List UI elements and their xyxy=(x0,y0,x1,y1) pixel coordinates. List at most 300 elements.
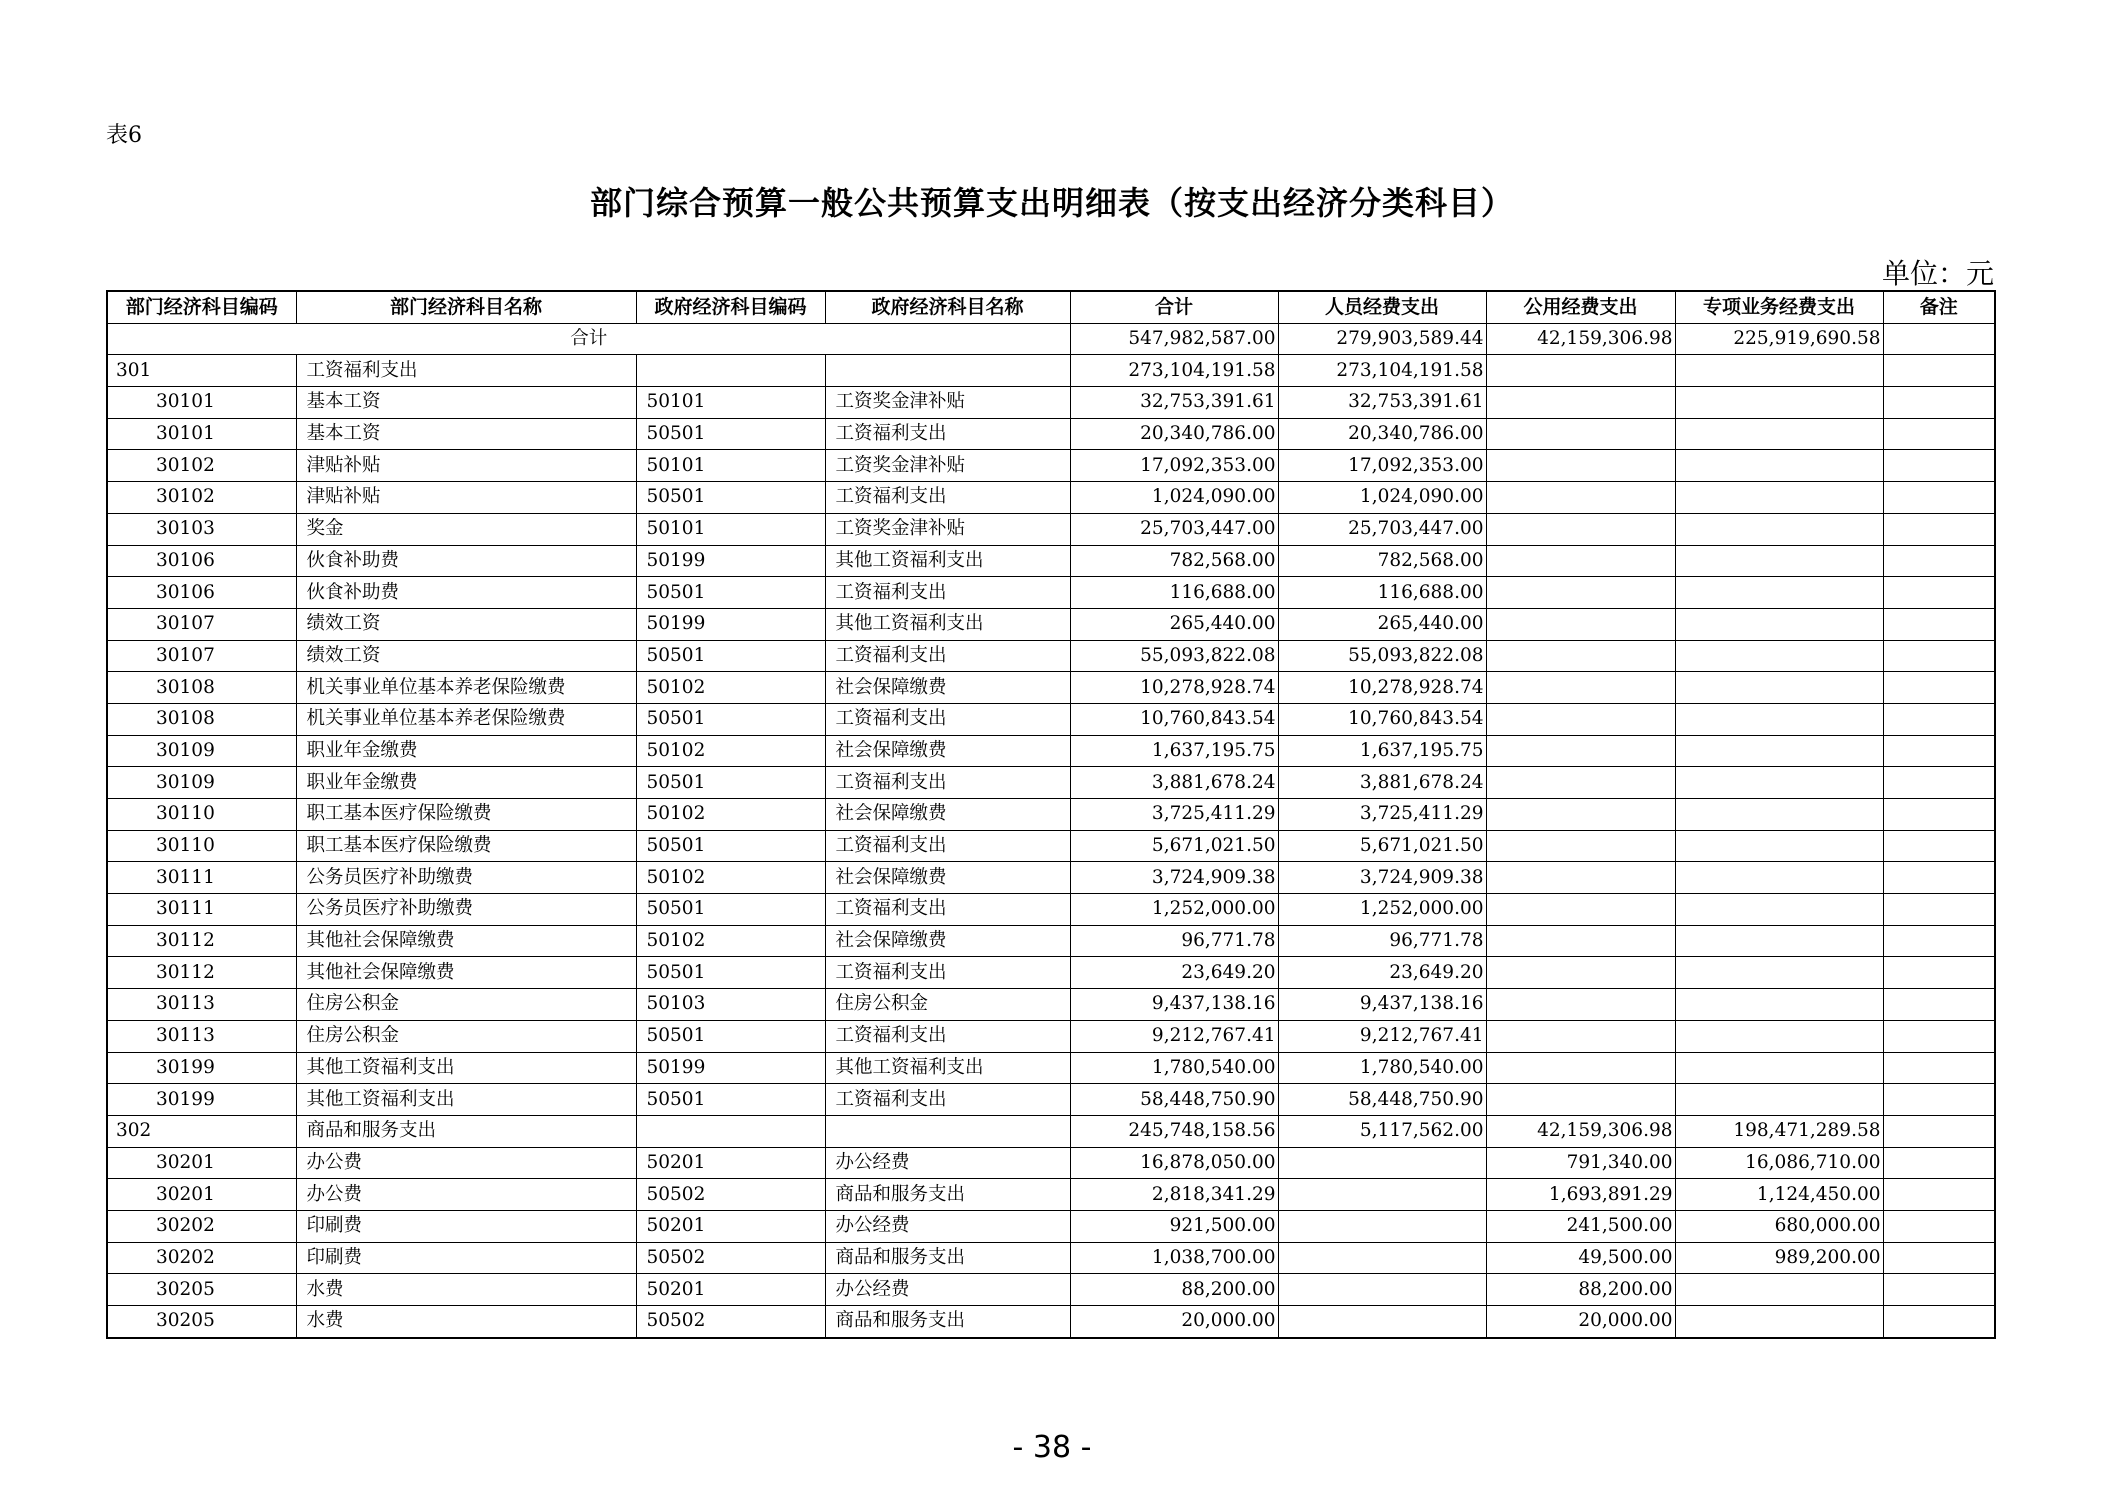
table-row xyxy=(107,1210,1995,1242)
cell-sum: 16,878,050.00 xyxy=(1070,1147,1278,1179)
cell-dept-name: 职业年金缴费 xyxy=(296,735,636,767)
cell-public xyxy=(1486,608,1675,640)
cell-dept-code: 30199 xyxy=(107,1052,296,1084)
cell-gov-name: 办公经费 xyxy=(825,1147,1070,1179)
total-special: 225,919,690.58 xyxy=(1675,323,1883,355)
table-row xyxy=(107,450,1995,482)
cell-public xyxy=(1486,387,1675,419)
total-row xyxy=(107,323,1995,355)
cell-personnel: 20,340,786.00 xyxy=(1278,418,1486,450)
cell-gov-name: 工资福利支出 xyxy=(825,1020,1070,1052)
table-row xyxy=(107,1242,1995,1274)
cell-special xyxy=(1675,1084,1883,1116)
cell-gov-code: 50101 xyxy=(636,450,825,482)
cell-dept-name: 绩效工资 xyxy=(296,640,636,672)
cell-public xyxy=(1486,672,1675,704)
cell-note xyxy=(1883,672,1995,704)
cell-dept-code: 30201 xyxy=(107,1179,296,1211)
cell-public xyxy=(1486,1052,1675,1084)
total-personnel: 279,903,589.44 xyxy=(1278,323,1486,355)
cell-dept-code: 30202 xyxy=(107,1242,296,1274)
cell-personnel xyxy=(1278,1274,1486,1306)
cell-sum: 3,725,411.29 xyxy=(1070,799,1278,831)
cell-sum: 116,688.00 xyxy=(1070,577,1278,609)
table-row xyxy=(107,608,1995,640)
table-row xyxy=(107,1147,1995,1179)
cell-dept-name: 绩效工资 xyxy=(296,608,636,640)
cell-note xyxy=(1883,957,1995,989)
page-number: - 38 - xyxy=(1012,1430,1092,1465)
table-row xyxy=(107,1179,1995,1211)
cell-dept-name: 住房公积金 xyxy=(296,989,636,1021)
cell-note xyxy=(1883,989,1995,1021)
cell-public xyxy=(1486,450,1675,482)
table-row xyxy=(107,894,1995,926)
cell-note xyxy=(1883,1115,1995,1147)
cell-gov-code: 50101 xyxy=(636,513,825,545)
cell-note xyxy=(1883,1179,1995,1211)
cell-note xyxy=(1883,799,1995,831)
cell-dept-code: 30101 xyxy=(107,418,296,450)
cell-gov-code: 50501 xyxy=(636,482,825,514)
cell-note xyxy=(1883,355,1995,387)
table-row xyxy=(107,925,1995,957)
table-row xyxy=(107,957,1995,989)
table-row xyxy=(107,735,1995,767)
cell-gov-name: 其他工资福利支出 xyxy=(825,1052,1070,1084)
cell-dept-name: 奖金 xyxy=(296,513,636,545)
cell-dept-name: 基本工资 xyxy=(296,418,636,450)
cell-note xyxy=(1883,703,1995,735)
cell-public: 241,500.00 xyxy=(1486,1210,1675,1242)
table-row xyxy=(107,1020,1995,1052)
cell-personnel: 9,437,138.16 xyxy=(1278,989,1486,1021)
cell-special xyxy=(1675,1306,1883,1338)
cell-dept-code: 30102 xyxy=(107,450,296,482)
cell-gov-code: 50501 xyxy=(636,1084,825,1116)
cell-special xyxy=(1675,1052,1883,1084)
cell-gov-name: 社会保障缴费 xyxy=(825,672,1070,704)
cell-sum: 1,038,700.00 xyxy=(1070,1242,1278,1274)
header-gov-code: 政府经济科目编码 xyxy=(636,291,825,323)
cell-special xyxy=(1675,703,1883,735)
cell-gov-code: 50102 xyxy=(636,862,825,894)
cell-sum: 17,092,353.00 xyxy=(1070,450,1278,482)
cell-personnel: 17,092,353.00 xyxy=(1278,450,1486,482)
cell-gov-name: 商品和服务支出 xyxy=(825,1179,1070,1211)
cell-note xyxy=(1883,577,1995,609)
cell-public xyxy=(1486,355,1675,387)
cell-personnel: 3,881,678.24 xyxy=(1278,767,1486,799)
cell-sum: 1,780,540.00 xyxy=(1070,1052,1278,1084)
table-row xyxy=(107,799,1995,831)
cell-note xyxy=(1883,1084,1995,1116)
cell-special: 16,086,710.00 xyxy=(1675,1147,1883,1179)
cell-special xyxy=(1675,608,1883,640)
cell-note xyxy=(1883,1242,1995,1274)
cell-sum: 32,753,391.61 xyxy=(1070,387,1278,419)
cell-personnel: 1,780,540.00 xyxy=(1278,1052,1486,1084)
cell-public xyxy=(1486,894,1675,926)
cell-special: 989,200.00 xyxy=(1675,1242,1883,1274)
cell-gov-name: 工资福利支出 xyxy=(825,1084,1070,1116)
cell-note xyxy=(1883,767,1995,799)
cell-special xyxy=(1675,418,1883,450)
cell-gov-code: 50501 xyxy=(636,767,825,799)
cell-dept-name: 伙食补助费 xyxy=(296,577,636,609)
cell-gov-code xyxy=(636,1115,825,1147)
cell-public xyxy=(1486,735,1675,767)
header-sum: 合计 xyxy=(1070,291,1278,323)
cell-personnel: 3,725,411.29 xyxy=(1278,799,1486,831)
cell-personnel: 1,024,090.00 xyxy=(1278,482,1486,514)
cell-gov-name xyxy=(825,355,1070,387)
cell-dept-code: 302 xyxy=(107,1115,296,1147)
cell-dept-name: 工资福利支出 xyxy=(296,355,636,387)
header-public: 公用经费支出 xyxy=(1486,291,1675,323)
cell-special xyxy=(1675,387,1883,419)
cell-public: 20,000.00 xyxy=(1486,1306,1675,1338)
cell-special xyxy=(1675,925,1883,957)
cell-note xyxy=(1883,1210,1995,1242)
cell-dept-name: 机关事业单位基本养老保险缴费 xyxy=(296,703,636,735)
cell-special xyxy=(1675,355,1883,387)
table-row xyxy=(107,1306,1995,1338)
cell-gov-code: 50102 xyxy=(636,925,825,957)
cell-note xyxy=(1883,1274,1995,1306)
cell-personnel: 5,117,562.00 xyxy=(1278,1115,1486,1147)
cell-public: 49,500.00 xyxy=(1486,1242,1675,1274)
cell-special xyxy=(1675,830,1883,862)
cell-dept-name: 公务员医疗补助缴费 xyxy=(296,862,636,894)
cell-public xyxy=(1486,767,1675,799)
cell-gov-code: 50199 xyxy=(636,608,825,640)
category-row xyxy=(107,1115,1995,1147)
cell-personnel: 10,760,843.54 xyxy=(1278,703,1486,735)
cell-dept-code: 30111 xyxy=(107,862,296,894)
cell-gov-code: 50501 xyxy=(636,894,825,926)
cell-gov-code: 50103 xyxy=(636,989,825,1021)
cell-gov-code: 50501 xyxy=(636,703,825,735)
cell-dept-code: 30103 xyxy=(107,513,296,545)
cell-dept-code: 30106 xyxy=(107,577,296,609)
category-row xyxy=(107,355,1995,387)
cell-dept-code: 30110 xyxy=(107,830,296,862)
cell-sum: 265,440.00 xyxy=(1070,608,1278,640)
cell-note xyxy=(1883,513,1995,545)
cell-gov-name: 工资福利支出 xyxy=(825,482,1070,514)
header-note: 备注 xyxy=(1883,291,1995,323)
cell-special xyxy=(1675,1274,1883,1306)
cell-public xyxy=(1486,989,1675,1021)
table-row xyxy=(107,1274,1995,1306)
cell-personnel: 782,568.00 xyxy=(1278,545,1486,577)
cell-public xyxy=(1486,799,1675,831)
cell-special xyxy=(1675,989,1883,1021)
cell-sum: 88,200.00 xyxy=(1070,1274,1278,1306)
cell-gov-code: 50501 xyxy=(636,577,825,609)
cell-sum: 245,748,158.56 xyxy=(1070,1115,1278,1147)
cell-sum: 5,671,021.50 xyxy=(1070,830,1278,862)
cell-dept-name: 其他社会保障缴费 xyxy=(296,925,636,957)
cell-sum: 10,278,928.74 xyxy=(1070,672,1278,704)
cell-dept-name: 公务员医疗补助缴费 xyxy=(296,894,636,926)
cell-sum: 3,724,909.38 xyxy=(1070,862,1278,894)
table-row xyxy=(107,482,1995,514)
cell-gov-name: 社会保障缴费 xyxy=(825,925,1070,957)
cell-gov-name: 商品和服务支出 xyxy=(825,1242,1070,1274)
cell-dept-code: 30201 xyxy=(107,1147,296,1179)
cell-note xyxy=(1883,894,1995,926)
cell-special xyxy=(1675,450,1883,482)
table-row xyxy=(107,672,1995,704)
cell-public: 88,200.00 xyxy=(1486,1274,1675,1306)
cell-dept-name: 津贴补贴 xyxy=(296,482,636,514)
cell-gov-code: 50102 xyxy=(636,735,825,767)
header-personnel: 人员经费支出 xyxy=(1278,291,1486,323)
table-row xyxy=(107,545,1995,577)
cell-personnel: 32,753,391.61 xyxy=(1278,387,1486,419)
cell-personnel: 55,093,822.08 xyxy=(1278,640,1486,672)
cell-dept-code: 30108 xyxy=(107,672,296,704)
cell-gov-name: 商品和服务支出 xyxy=(825,1306,1070,1338)
cell-gov-name: 工资福利支出 xyxy=(825,703,1070,735)
cell-dept-name: 办公费 xyxy=(296,1147,636,1179)
cell-sum: 25,703,447.00 xyxy=(1070,513,1278,545)
table-row xyxy=(107,577,1995,609)
cell-special xyxy=(1675,957,1883,989)
cell-personnel: 58,448,750.90 xyxy=(1278,1084,1486,1116)
table-row xyxy=(107,989,1995,1021)
cell-public xyxy=(1486,862,1675,894)
cell-gov-name: 其他工资福利支出 xyxy=(825,608,1070,640)
table-row xyxy=(107,862,1995,894)
cell-personnel: 265,440.00 xyxy=(1278,608,1486,640)
table-row xyxy=(107,387,1995,419)
cell-gov-code: 50501 xyxy=(636,1020,825,1052)
cell-dept-code: 30108 xyxy=(107,703,296,735)
cell-personnel xyxy=(1278,1210,1486,1242)
cell-note xyxy=(1883,1020,1995,1052)
cell-public xyxy=(1486,1084,1675,1116)
cell-personnel: 23,649.20 xyxy=(1278,957,1486,989)
cell-gov-code: 50201 xyxy=(636,1147,825,1179)
cell-dept-name: 职工基本医疗保险缴费 xyxy=(296,830,636,862)
cell-gov-code: 50501 xyxy=(636,640,825,672)
cell-sum: 96,771.78 xyxy=(1070,925,1278,957)
cell-dept-name: 伙食补助费 xyxy=(296,545,636,577)
table-row xyxy=(107,767,1995,799)
cell-gov-code: 50501 xyxy=(636,957,825,989)
cell-note xyxy=(1883,925,1995,957)
cell-sum: 2,818,341.29 xyxy=(1070,1179,1278,1211)
cell-personnel: 3,724,909.38 xyxy=(1278,862,1486,894)
cell-personnel: 5,671,021.50 xyxy=(1278,830,1486,862)
cell-dept-name: 其他工资福利支出 xyxy=(296,1052,636,1084)
cell-gov-name: 其他工资福利支出 xyxy=(825,545,1070,577)
cell-special xyxy=(1675,513,1883,545)
cell-gov-name: 工资福利支出 xyxy=(825,577,1070,609)
cell-sum: 20,340,786.00 xyxy=(1070,418,1278,450)
cell-dept-code: 30106 xyxy=(107,545,296,577)
cell-dept-name: 机关事业单位基本养老保险缴费 xyxy=(296,672,636,704)
cell-gov-code: 50201 xyxy=(636,1210,825,1242)
cell-gov-code: 50502 xyxy=(636,1179,825,1211)
header-dept-name: 部门经济科目名称 xyxy=(296,291,636,323)
cell-personnel: 273,104,191.58 xyxy=(1278,355,1486,387)
cell-special xyxy=(1675,767,1883,799)
cell-sum: 921,500.00 xyxy=(1070,1210,1278,1242)
cell-dept-name: 其他工资福利支出 xyxy=(296,1084,636,1116)
cell-gov-name: 工资福利支出 xyxy=(825,830,1070,862)
cell-gov-code: 50199 xyxy=(636,545,825,577)
cell-note xyxy=(1883,418,1995,450)
cell-dept-name: 津贴补贴 xyxy=(296,450,636,482)
cell-special xyxy=(1675,735,1883,767)
cell-gov-name: 办公经费 xyxy=(825,1210,1070,1242)
cell-dept-name: 印刷费 xyxy=(296,1210,636,1242)
cell-dept-name: 水费 xyxy=(296,1274,636,1306)
table-row xyxy=(107,1052,1995,1084)
cell-gov-code: 50201 xyxy=(636,1274,825,1306)
cell-personnel xyxy=(1278,1179,1486,1211)
cell-dept-code: 30205 xyxy=(107,1274,296,1306)
cell-special: 1,124,450.00 xyxy=(1675,1179,1883,1211)
cell-gov-name: 社会保障缴费 xyxy=(825,799,1070,831)
cell-dept-code: 30113 xyxy=(107,989,296,1021)
cell-gov-code: 50199 xyxy=(636,1052,825,1084)
table-row xyxy=(107,703,1995,735)
cell-sum: 273,104,191.58 xyxy=(1070,355,1278,387)
cell-personnel: 1,637,195.75 xyxy=(1278,735,1486,767)
cell-dept-code: 30199 xyxy=(107,1084,296,1116)
cell-gov-name: 工资福利支出 xyxy=(825,640,1070,672)
cell-dept-name: 其他社会保障缴费 xyxy=(296,957,636,989)
cell-special xyxy=(1675,672,1883,704)
header-gov-name: 政府经济科目名称 xyxy=(825,291,1070,323)
cell-special xyxy=(1675,482,1883,514)
cell-public xyxy=(1486,577,1675,609)
cell-public: 1,693,891.29 xyxy=(1486,1179,1675,1211)
cell-gov-code: 50102 xyxy=(636,672,825,704)
document-title: 部门综合预算一般公共预算支出明细表（按支出经济分类科目） xyxy=(589,184,1514,222)
cell-note xyxy=(1883,1306,1995,1338)
cell-note xyxy=(1883,735,1995,767)
cell-public xyxy=(1486,545,1675,577)
cell-dept-name: 基本工资 xyxy=(296,387,636,419)
cell-special: 198,471,289.58 xyxy=(1675,1115,1883,1147)
cell-public xyxy=(1486,703,1675,735)
cell-dept-code: 30107 xyxy=(107,640,296,672)
cell-special xyxy=(1675,894,1883,926)
cell-dept-code: 30101 xyxy=(107,387,296,419)
cell-gov-name: 工资福利支出 xyxy=(825,957,1070,989)
cell-public xyxy=(1486,482,1675,514)
cell-sum: 1,024,090.00 xyxy=(1070,482,1278,514)
cell-dept-code: 30205 xyxy=(107,1306,296,1338)
total-sum: 547,982,587.00 xyxy=(1070,323,1278,355)
cell-special xyxy=(1675,577,1883,609)
cell-note xyxy=(1883,608,1995,640)
cell-sum: 1,252,000.00 xyxy=(1070,894,1278,926)
cell-dept-name: 印刷费 xyxy=(296,1242,636,1274)
cell-personnel: 96,771.78 xyxy=(1278,925,1486,957)
cell-public xyxy=(1486,1020,1675,1052)
cell-note xyxy=(1883,482,1995,514)
cell-gov-name: 工资福利支出 xyxy=(825,894,1070,926)
cell-dept-code: 30102 xyxy=(107,482,296,514)
cell-sum: 1,637,195.75 xyxy=(1070,735,1278,767)
cell-special xyxy=(1675,640,1883,672)
cell-dept-code: 30202 xyxy=(107,1210,296,1242)
cell-note xyxy=(1883,1052,1995,1084)
cell-personnel xyxy=(1278,1306,1486,1338)
cell-dept-name: 水费 xyxy=(296,1306,636,1338)
cell-personnel: 9,212,767.41 xyxy=(1278,1020,1486,1052)
cell-sum: 782,568.00 xyxy=(1070,545,1278,577)
cell-gov-name: 办公经费 xyxy=(825,1274,1070,1306)
header-special: 专项业务经费支出 xyxy=(1675,291,1883,323)
cell-sum: 20,000.00 xyxy=(1070,1306,1278,1338)
cell-personnel: 116,688.00 xyxy=(1278,577,1486,609)
cell-gov-code: 50102 xyxy=(636,799,825,831)
cell-gov-code: 50501 xyxy=(636,418,825,450)
cell-note xyxy=(1883,450,1995,482)
cell-dept-code: 30111 xyxy=(107,894,296,926)
cell-public: 791,340.00 xyxy=(1486,1147,1675,1179)
cell-personnel: 10,278,928.74 xyxy=(1278,672,1486,704)
cell-public xyxy=(1486,640,1675,672)
cell-gov-name: 社会保障缴费 xyxy=(825,862,1070,894)
cell-public xyxy=(1486,513,1675,545)
budget-table xyxy=(106,290,1996,1339)
cell-public xyxy=(1486,957,1675,989)
cell-public: 42,159,306.98 xyxy=(1486,1115,1675,1147)
cell-gov-name: 工资福利支出 xyxy=(825,767,1070,799)
cell-gov-name: 住房公积金 xyxy=(825,989,1070,1021)
cell-special xyxy=(1675,862,1883,894)
cell-dept-code: 30110 xyxy=(107,799,296,831)
cell-special xyxy=(1675,799,1883,831)
cell-personnel xyxy=(1278,1147,1486,1179)
cell-sum: 58,448,750.90 xyxy=(1070,1084,1278,1116)
cell-personnel: 1,252,000.00 xyxy=(1278,894,1486,926)
table-row xyxy=(107,830,1995,862)
cell-dept-code: 30112 xyxy=(107,925,296,957)
cell-gov-name: 工资奖金津补贴 xyxy=(825,387,1070,419)
cell-personnel xyxy=(1278,1242,1486,1274)
cell-sum: 9,437,138.16 xyxy=(1070,989,1278,1021)
cell-public xyxy=(1486,418,1675,450)
table-row xyxy=(107,418,1995,450)
cell-public xyxy=(1486,830,1675,862)
total-label: 合计 xyxy=(107,323,1070,355)
cell-dept-code: 301 xyxy=(107,355,296,387)
total-public: 42,159,306.98 xyxy=(1486,323,1675,355)
table-header-row xyxy=(107,291,1995,323)
table-number-label: 表6 xyxy=(106,123,142,148)
cell-gov-code xyxy=(636,355,825,387)
unit-label: 单位：元 xyxy=(1881,257,1994,290)
cell-sum: 3,881,678.24 xyxy=(1070,767,1278,799)
cell-gov-name: 工资奖金津补贴 xyxy=(825,450,1070,482)
cell-dept-name: 商品和服务支出 xyxy=(296,1115,636,1147)
cell-note xyxy=(1883,1147,1995,1179)
cell-dept-code: 30112 xyxy=(107,957,296,989)
table-row xyxy=(107,640,1995,672)
cell-gov-code: 50101 xyxy=(636,387,825,419)
cell-gov-name xyxy=(825,1115,1070,1147)
